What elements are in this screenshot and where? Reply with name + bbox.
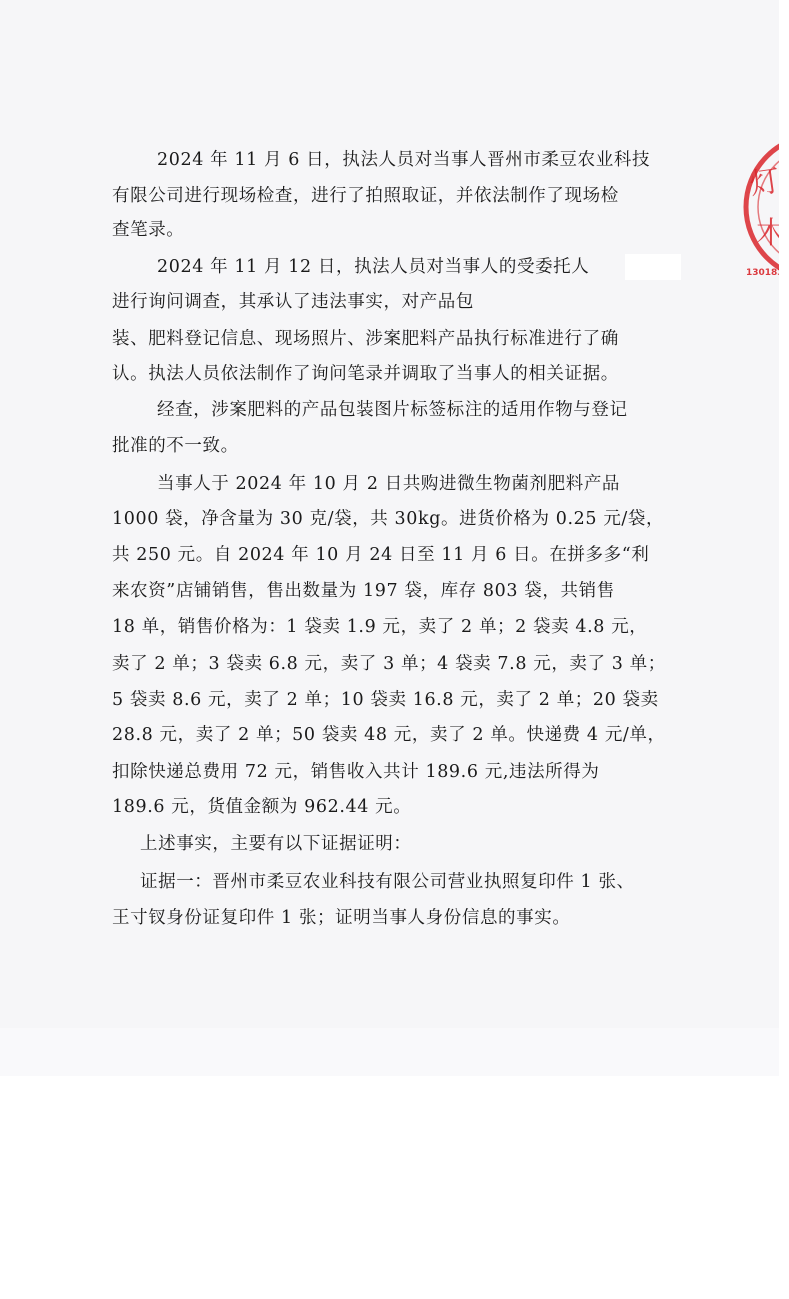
paragraph-line: 来农资”店铺销售，售出数量为 197 袋，库存 803 袋，共销售 bbox=[112, 581, 615, 601]
paragraph-line: 2024 年 11 月 12 日，执法人员对当事人的受委托人 bbox=[157, 257, 590, 277]
paragraph-line: 5 袋卖 8.6 元，卖了 2 单；10 袋卖 16.8 元，卖了 2 单；20 袋卖 bbox=[112, 690, 659, 710]
paragraph-line: 2024 年 11 月 6 日，执法人员对当事人晋州市柔豆农业科技 bbox=[157, 150, 651, 170]
paragraph-line: 王寸钗身份证复印件 1 张；证明当事人身份信息的事实。 bbox=[112, 908, 571, 928]
paragraph-line: 28.8 元，卖了 2 单；50 袋卖 48 元，卖了 2 单。快递费 4 元/单， bbox=[112, 725, 666, 745]
paragraph-line: 经查，涉案肥料的产品包装图片标签标注的适用作物与登记 bbox=[157, 400, 628, 420]
svg-text:灯: 灯 bbox=[747, 163, 783, 203]
paragraph-line: 1000 袋，净含量为 30 克/袋，共 30kg。进货价格为 0.25 元/袋， bbox=[112, 509, 665, 529]
paragraph-line: 上述事实，主要有以下证据证明： bbox=[140, 834, 412, 854]
page-bottom-margin bbox=[0, 1028, 779, 1076]
svg-text:木: 木 bbox=[756, 216, 786, 251]
paragraph-line: 当事人于 2024 年 10 月 2 日共购进微生物菌剂肥料产品 bbox=[157, 474, 621, 494]
paragraph-line: 认。执法人员依法制作了询问笔录并调取了当事人的相关证据。 bbox=[112, 364, 619, 384]
paragraph-line: 证据一：晋州市柔豆农业科技有限公司营业执照复印件 1 张、 bbox=[140, 872, 635, 892]
paragraph-line: 18 单，销售价格为：1 袋卖 1.9 元，卖了 2 单；2 袋卖 4.8 元， bbox=[112, 617, 648, 637]
paragraph-line: 共 250 元。自 2024 年 10 月 24 日至 11 月 6 日。在拼多多“利 bbox=[112, 545, 650, 565]
paragraph-line: 扣除快递总费用 72 元，销售收入共计 189.6 元,违法所得为 bbox=[112, 762, 600, 782]
paragraph-line: 查笔录。 bbox=[112, 220, 185, 240]
paragraph-line: 卖了 2 单；3 袋卖 6.8 元，卖了 3 单；4 袋卖 7.8 元，卖了 3 单； bbox=[112, 654, 666, 674]
official-seal-stamp bbox=[740, 125, 786, 295]
paragraph-line: 189.6 元，货值金额为 962.44 元。 bbox=[112, 797, 412, 817]
paragraph-line: 进行询问调查，其承认了违法事实，对产品包 bbox=[112, 292, 474, 312]
paragraph-line: 装、肥料登记信息、现场照片、涉案肥料产品执行标准进行了确 bbox=[112, 329, 619, 349]
paragraph-line: 批准的不一致。 bbox=[112, 436, 239, 456]
paragraph-line: 有限公司进行现场检查，进行了拍照取证，并依法制作了现场检 bbox=[112, 186, 619, 206]
svg-text:130183: 130183 bbox=[746, 268, 784, 278]
redacted-name bbox=[625, 254, 681, 280]
